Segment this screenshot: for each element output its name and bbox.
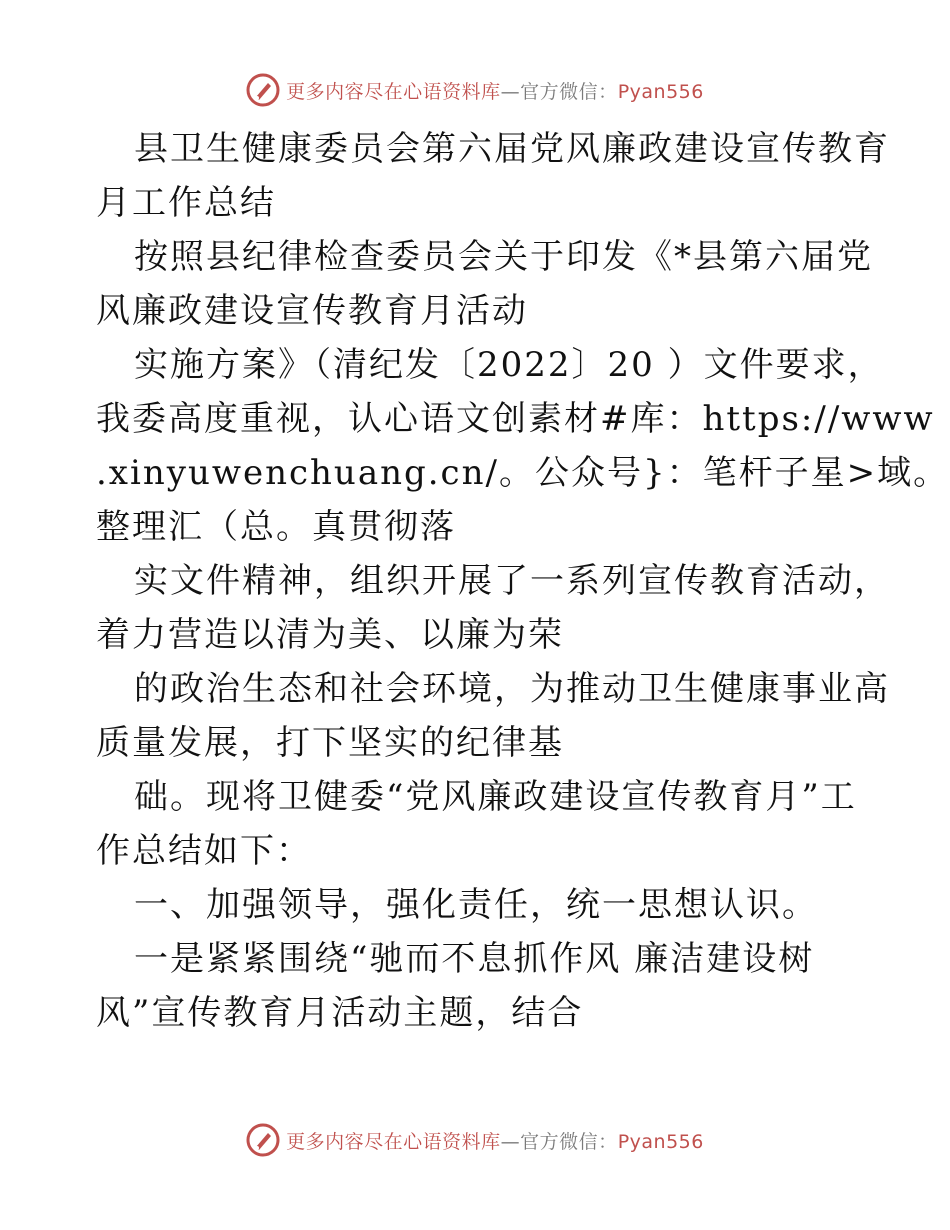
paragraph-line: 础。现将卫健委“党风廉政建设宣传教育月”工 (134, 777, 857, 817)
document-title-line-1: 县卫生健康委员会第六届党风廉政建设宣传教育 (134, 129, 890, 169)
paragraph-line: 风”宣传教育月活动主题，结合 (96, 993, 584, 1033)
header-banner (0, 70, 950, 110)
paragraph-line: 着力营造以清为美、以廉为荣 (96, 615, 564, 655)
paragraph-line: .xinyuwenchuang.cn/。公众号}：笔杆子星>域。 (96, 453, 950, 493)
paragraph-line: 风廉政建设宣传教育月活动 (96, 291, 528, 331)
paragraph-line: 整理汇（总。真贯彻落 (96, 507, 456, 547)
paragraph-line: 实施方案》（清纪发〔2022〕20 ）文件要求， (134, 345, 884, 385)
paragraph-line: 实文件精神，组织开展了一系列宣传教育活动， (134, 561, 890, 601)
banner-text: 更多内容尽在心语资料库—官方微信：Pyan556 (286, 80, 704, 103)
banner-text: 更多内容尽在心语资料库—官方微信：Pyan556 (286, 1130, 704, 1153)
document-body (96, 122, 950, 1040)
paragraph-line: 按照县纪律检查委员会关于印发《*县第六届党 (134, 237, 873, 277)
pen-nib-logo-icon (246, 1123, 280, 1157)
paragraph-line: 我委高度重视，认心语文创素材#库：https://www (96, 399, 935, 439)
document-title-line-2: 月工作总结 (96, 183, 276, 223)
pen-nib-logo-icon (246, 73, 280, 107)
footer-banner (0, 1120, 950, 1160)
section-heading: 一、加强领导，强化责任，统一思想认识。 (134, 885, 818, 925)
paragraph-line: 质量发展，打下坚实的纪律基 (96, 723, 564, 763)
paragraph-line: 一是紧紧围绕“驰而不息抓作风 廉洁建设树 (134, 939, 815, 979)
paragraph-line: 的政治生态和社会环境，为推动卫生健康事业高 (134, 669, 890, 709)
paragraph-line: 作总结如下： (96, 831, 312, 871)
